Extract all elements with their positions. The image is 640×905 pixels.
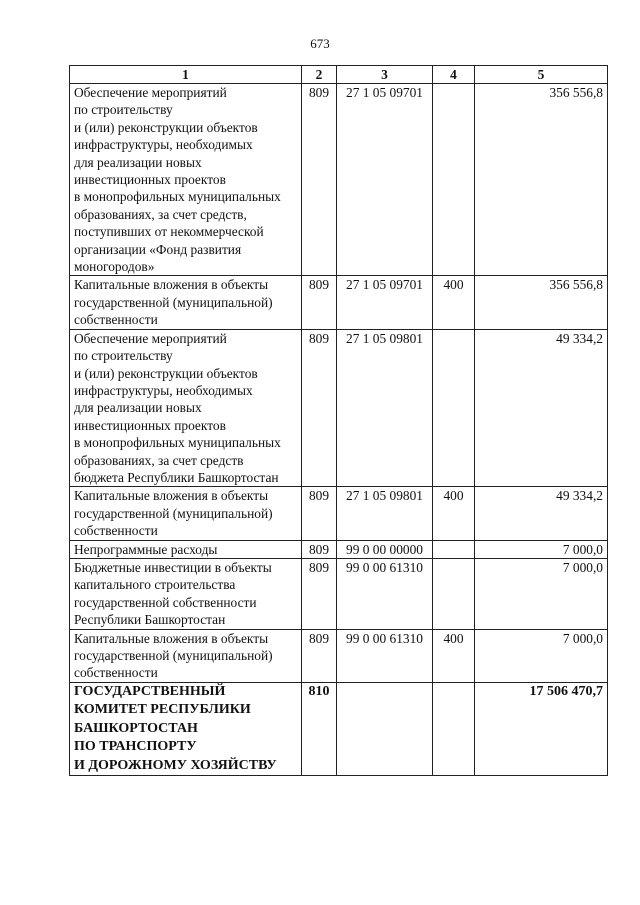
row-gov-code: 809 (302, 629, 337, 682)
column-header-code: 3 (337, 66, 433, 84)
row-name: Капитальные вложения в объекты государственной (муниципальной) собственности (70, 276, 302, 329)
row-target-code: 27 1 05 09801 (337, 329, 433, 487)
column-header-gov: 2 (302, 66, 337, 84)
table-row (70, 629, 608, 682)
row-gov-code: 809 (302, 540, 337, 558)
table-row (70, 329, 608, 487)
column-header-sum: 5 (475, 66, 608, 84)
table-row-total (70, 682, 608, 776)
row-expense-type (433, 329, 475, 487)
row-expense-type (433, 558, 475, 629)
row-gov-code: 810 (302, 682, 337, 776)
row-name: Обеспечение мероприятий по строительству и (или) реконструкции объектов инфраструктуры, необходимых для реализации новых инвестиционных проектов в монопрофильных муниципальных образованиях, за счет средств, поступивших от некоммерческой организации «Фонд развития моногородов» (70, 84, 302, 276)
column-header-type: 4 (433, 66, 475, 84)
page-number: 673 (310, 36, 330, 51)
row-target-code: 99 0 00 61310 (337, 629, 433, 682)
row-sum: 17 506 470,7 (475, 682, 608, 776)
row-sum: 7 000,0 (475, 540, 608, 558)
row-name: ГОСУДАРСТВЕННЫЙ КОМИТЕТ РЕСПУБЛИКИ БАШКОРТОСТАН ПО ТРАНСПОРТУ И ДОРОЖНОМУ ХОЗЯЙСТВУ (70, 682, 302, 776)
table-header-row (70, 66, 608, 84)
row-expense-type (433, 540, 475, 558)
row-gov-code: 809 (302, 329, 337, 487)
row-gov-code: 809 (302, 84, 337, 276)
row-target-code (337, 682, 433, 776)
row-gov-code: 809 (302, 487, 337, 540)
row-name: Обеспечение мероприятий по строительству и (или) реконструкции объектов инфраструктуры, необходимых для реализации новых инвестиционных проектов в монопрофильных муниципальных образованиях, за счет средств бюджета Республики Башкортостан (70, 329, 302, 487)
row-sum: 49 334,2 (475, 329, 608, 487)
row-name: Бюджетные инвестиции в объекты капитального строительства государственной собственности Республики Башкортостан (70, 558, 302, 629)
row-sum: 356 556,8 (475, 276, 608, 329)
row-gov-code: 809 (302, 276, 337, 329)
row-expense-type: 400 (433, 276, 475, 329)
table-row (70, 276, 608, 329)
row-sum: 7 000,0 (475, 629, 608, 682)
row-expense-type (433, 84, 475, 276)
table-row (70, 540, 608, 558)
row-target-code: 27 1 05 09701 (337, 276, 433, 329)
row-name: Капитальные вложения в объекты государственной (муниципальной) собственности (70, 487, 302, 540)
row-sum: 356 556,8 (475, 84, 608, 276)
row-target-code: 27 1 05 09801 (337, 487, 433, 540)
row-sum: 7 000,0 (475, 558, 608, 629)
row-target-code: 99 0 00 00000 (337, 540, 433, 558)
row-name: Непрограммные расходы (70, 540, 302, 558)
row-expense-type: 400 (433, 487, 475, 540)
row-gov-code: 809 (302, 558, 337, 629)
row-target-code: 27 1 05 09701 (337, 84, 433, 276)
column-header-name: 1 (70, 66, 302, 84)
table-row (70, 558, 608, 629)
row-target-code: 99 0 00 61310 (337, 558, 433, 629)
budget-table (69, 65, 608, 776)
row-sum: 49 334,2 (475, 487, 608, 540)
row-name: Капитальные вложения в объекты государственной (муниципальной) собственности (70, 629, 302, 682)
table-row (70, 84, 608, 276)
row-expense-type (433, 682, 475, 776)
table-row (70, 487, 608, 540)
row-expense-type: 400 (433, 629, 475, 682)
